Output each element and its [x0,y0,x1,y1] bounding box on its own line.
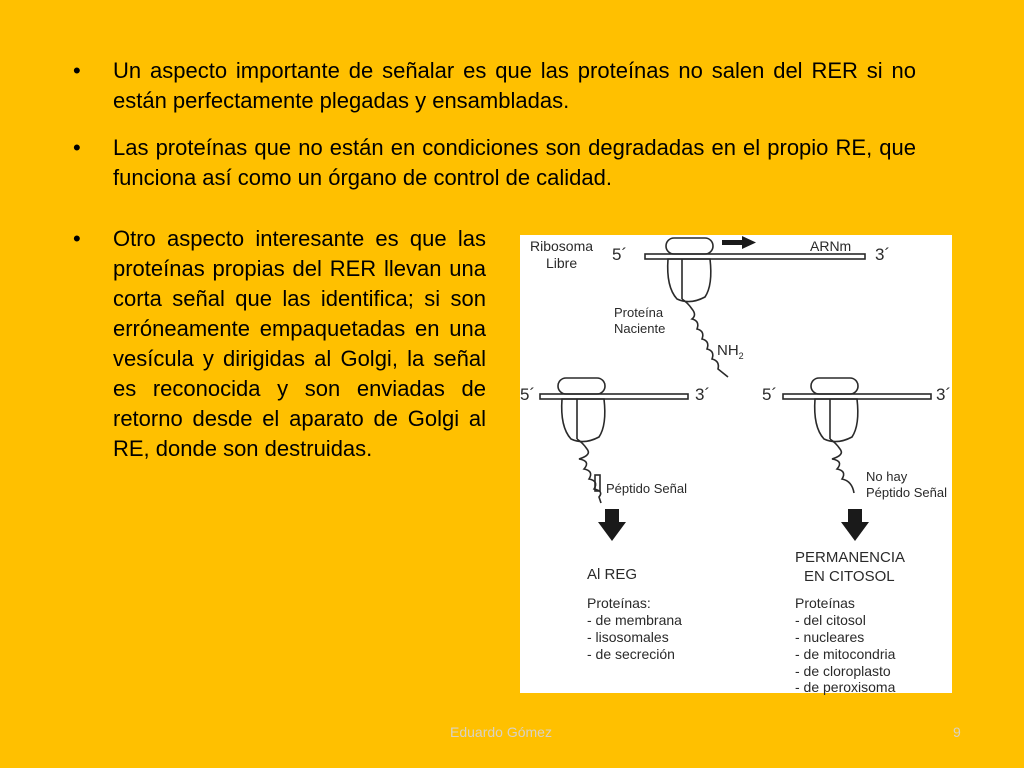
arrow-down-icon [598,509,626,541]
bullet-marker: • [73,135,81,160]
no-hay-label-line2: Péptido Señal [866,485,947,500]
arrow-down-icon [841,509,869,541]
nh-text: NH [717,342,739,359]
peptido-senal-label: Péptido Señal [606,481,687,496]
signal-peptide-marker [595,475,600,491]
ribosome-large-subunit-top [668,259,711,302]
five-prime-top: 5´ [612,245,628,264]
ribosome-small-subunit-left [558,378,605,394]
list-item: - de mitocondria [795,646,896,662]
page-number: 9 [953,724,961,740]
no-hay-label-line1: No hay [866,469,908,484]
permanencia-label-line1: PERMANENCIA [795,549,906,566]
ribosome-small-subunit-right [811,378,858,394]
ribosome-large-subunit-left [562,399,605,442]
signal-peptide-coil [577,439,601,503]
three-prime-top: 3´ [875,245,891,264]
ribosome-diagram [520,235,952,693]
list-item: - de peroxisoma [795,679,896,695]
nh-subscript: 2 [738,351,744,361]
bullet-text: Otro aspecto interesante es que las proteínas propias del RER llevan una corta señal que las identifica; si son erróneamente empaquetadas en una vesícula y dirigidas al Golgi, la señal es reconocida y son enviadas de retorno desde el aparato de Golgi al RE, donde son destruidas. [113,226,486,461]
list-item: - lisosomales [587,629,669,645]
list-item: - del citosol [795,612,866,628]
list-item: - de membrana [587,612,682,628]
three-prime-left: 3´ [695,385,711,404]
bullet-marker: • [73,58,81,83]
bullet-paragraph-2 [73,133,916,193]
three-prime-right: 3´ [936,385,952,404]
proteina-label-line2: Naciente [614,321,666,336]
ribosome-large-subunit-right [815,399,858,442]
five-prime-left: 5´ [520,385,536,404]
no-signal-coil [830,439,854,493]
list-item: - de secreción [587,646,675,662]
proteina-label-line1: Proteína [614,305,664,320]
bullet-marker: • [73,226,81,251]
permanencia-label-line2: EN CITOSOL [804,568,895,585]
left-list-title: Proteínas: [587,595,651,611]
ribosoma-label-line1: Ribosoma [530,238,594,254]
arrow-right-icon [722,236,756,249]
ribosoma-label-line2: Libre [546,255,578,271]
al-reg-label: Al REG [587,566,638,583]
bullet-paragraph-1 [73,56,916,116]
arnm-label: ARNm [810,238,852,254]
bullet-text: Un aspecto importante de señalar es que las proteínas no salen del RER si no están perfectamente plegadas y ensambladas. [113,58,916,113]
ribosome-small-subunit-top [666,238,713,254]
bullet-paragraph-3 [73,224,486,464]
ribosome-diagram-drawing [520,235,952,693]
list-item: - nucleares [795,629,865,645]
footer-author: Eduardo Gómez [450,724,552,740]
bullet-text: Las proteínas que no están en condiciones son degradadas en el propio RE, que funciona así como un órgano de control de calidad. [113,135,916,190]
nh2-label [717,341,744,366]
list-item: - de cloroplasto [795,663,891,679]
five-prime-right: 5´ [762,385,778,404]
right-list-title: Proteínas [795,595,855,611]
